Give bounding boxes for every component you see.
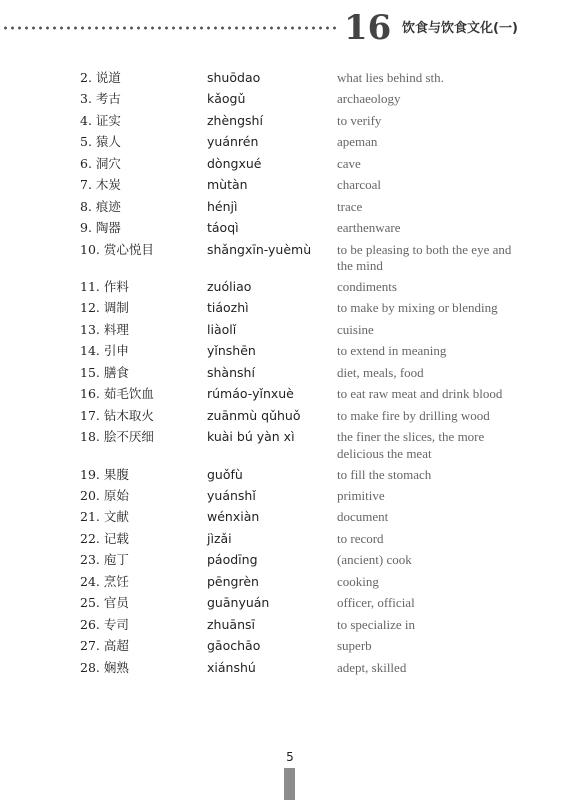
- vocab-word: 10. 赏心悦目: [80, 241, 154, 257]
- vocab-pinyin: yuánshǐ: [207, 488, 256, 503]
- vocab-meaning: cave: [337, 155, 361, 171]
- vocab-row: [0, 429, 567, 467]
- vocab-pinyin: zuānmù qǔhuǒ: [207, 407, 301, 423]
- vocab-word: 7. 木炭: [80, 177, 121, 193]
- vocab-row: [0, 660, 567, 681]
- vocab-meaning: (ancient) cook: [337, 552, 412, 568]
- vocab-word: 15. 膳食: [80, 364, 129, 380]
- vocab-word: 23. 庖丁: [80, 552, 129, 568]
- vocab-meaning: to make fire by drilling wood: [337, 407, 490, 423]
- vocab-meaning: diet, meals, food: [337, 364, 424, 380]
- vocab-word: 13. 料理: [80, 321, 129, 337]
- vocab-row: [0, 91, 567, 112]
- vocab-pinyin: tiáozhì: [207, 300, 249, 316]
- page-header: [0, 0, 567, 60]
- vocab-meaning: to make by mixing or blending: [337, 300, 498, 316]
- vocab-word: 19. 果腹: [80, 466, 129, 482]
- vocab-row: [0, 595, 567, 616]
- vocab-row: [0, 488, 567, 509]
- vocab-meaning: earthenware: [337, 220, 401, 236]
- vocab-pinyin: kuài bú yàn xì: [207, 429, 295, 445]
- vocab-meaning: officer, official: [337, 595, 415, 611]
- vocab-word: 2. 说道: [80, 70, 121, 85]
- vocab-word: 8. 痕迹: [80, 198, 121, 214]
- vocab-meaning: to be pleasing to both the eye and the mind: [337, 241, 512, 273]
- vocab-meaning: to extend in meaning: [337, 343, 447, 359]
- lesson-title: 饮食与饮食文化(一): [402, 21, 518, 36]
- vocab-word: 12. 调制: [80, 300, 129, 316]
- vocab-pinyin: hénjì: [207, 198, 238, 214]
- vocab-pinyin: shànshí: [207, 364, 255, 380]
- vocab-word: 4. 证实: [80, 112, 121, 128]
- vocab-word: 6. 洞穴: [80, 155, 121, 171]
- vocab-row: [0, 199, 567, 220]
- vocab-pinyin: dòngxué: [207, 155, 262, 171]
- vocab-word: 14. 引申: [80, 343, 129, 359]
- vocab-meaning: superb: [337, 638, 372, 654]
- vocab-meaning: to verify: [337, 112, 382, 128]
- vocab-row: [0, 134, 567, 155]
- vocabulary-list: [0, 70, 567, 681]
- vocab-meaning: to eat raw meat and drink blood: [337, 386, 503, 402]
- vocab-row: [0, 386, 567, 407]
- vocab-word: 28. 娴熟: [80, 659, 129, 675]
- vocab-pinyin: zhuānsī: [207, 616, 255, 632]
- vocab-word: 9. 陶器: [80, 220, 121, 236]
- vocab-pinyin: guānyuán: [207, 595, 270, 611]
- vocab-pinyin: táoqì: [207, 220, 239, 236]
- vocab-meaning: to fill the stomach: [337, 466, 432, 482]
- vocab-meaning: trace: [337, 198, 363, 214]
- vocab-word: 24. 烹饪: [80, 573, 129, 589]
- vocab-row: [0, 113, 567, 134]
- vocab-meaning: what lies behind sth.: [337, 70, 444, 85]
- vocab-word: 26. 专司: [80, 616, 129, 632]
- page-number: 5: [286, 750, 294, 764]
- vocab-row: [0, 322, 567, 343]
- vocab-row: [0, 343, 567, 364]
- vocab-row: [0, 467, 567, 488]
- vocab-row: [0, 177, 567, 198]
- vocab-word: 22. 记载: [80, 530, 129, 546]
- vocab-row: [0, 531, 567, 552]
- vocab-pinyin: zuóliao: [207, 279, 252, 294]
- vocab-pinyin: yǐnshēn: [207, 343, 256, 359]
- vocab-row: [0, 279, 567, 300]
- vocab-row: [0, 300, 567, 321]
- vocab-pinyin: xiánshú: [207, 659, 256, 675]
- vocab-pinyin: wénxiàn: [207, 509, 260, 525]
- vocab-pinyin: rúmáo-yǐnxuè: [207, 386, 294, 402]
- vocab-word: 11. 作料: [80, 279, 129, 294]
- vocab-meaning: document: [337, 509, 389, 525]
- vocab-row: [0, 408, 567, 429]
- vocab-row: [0, 552, 567, 573]
- vocab-pinyin: gāochāo: [207, 638, 261, 654]
- vocab-meaning: the finer the slices, the more delicious the meat: [337, 429, 485, 461]
- vocab-pinyin: liàolǐ: [207, 321, 237, 337]
- vocab-row: [0, 617, 567, 638]
- vocab-pinyin: pēngrèn: [207, 573, 259, 589]
- vocab-word: 20. 原始: [80, 488, 129, 503]
- vocab-row: [0, 509, 567, 530]
- vocab-word: 21. 文献: [80, 509, 129, 525]
- vocab-pinyin: guǒfù: [207, 466, 243, 482]
- vocab-word: 3. 考古: [80, 91, 121, 107]
- vocab-pinyin: zhèngshí: [207, 112, 263, 128]
- vocab-row: [0, 365, 567, 386]
- vocab-meaning: condiments: [337, 279, 397, 294]
- vocab-word: 27. 高超: [80, 638, 129, 654]
- vocab-pinyin: yuánrén: [207, 134, 259, 150]
- vocab-pinyin: shǎngxīn-yuèmù: [207, 241, 312, 257]
- lesson-number: 16: [344, 8, 392, 48]
- vocab-meaning: cooking: [337, 573, 379, 589]
- vocab-meaning: apeman: [337, 134, 378, 150]
- vocab-row: [0, 220, 567, 241]
- vocab-pinyin: jìzǎi: [207, 530, 232, 546]
- dotted-rule: [2, 26, 338, 30]
- vocab-row: [0, 156, 567, 177]
- vocab-meaning: adept, skilled: [337, 659, 407, 675]
- vocab-pinyin: páodīng: [207, 552, 258, 568]
- vocab-row: [0, 574, 567, 595]
- vocab-meaning: primitive: [337, 488, 385, 503]
- vocab-row: [0, 242, 567, 280]
- vocab-pinyin: kǎogǔ: [207, 91, 246, 107]
- vocab-meaning: to specialize in: [337, 616, 415, 632]
- vocab-meaning: cuisine: [337, 321, 374, 337]
- vocab-meaning: archaeology: [337, 91, 401, 107]
- vocab-meaning: to record: [337, 530, 384, 546]
- vocab-word: 5. 猿人: [80, 134, 121, 150]
- vocab-word: 25. 官员: [80, 595, 129, 611]
- vocab-word: 16. 茹毛饮血: [80, 386, 154, 402]
- vocab-word: 17. 钻木取火: [80, 407, 154, 423]
- vocab-row: [0, 70, 567, 91]
- vocab-row: [0, 638, 567, 659]
- vocab-meaning: charcoal: [337, 177, 382, 193]
- vocab-pinyin: mùtàn: [207, 177, 248, 193]
- vocab-pinyin: shuōdao: [207, 70, 261, 85]
- vocab-word: 18. 脍不厌细: [80, 429, 154, 445]
- page-tab-bar: [284, 768, 295, 800]
